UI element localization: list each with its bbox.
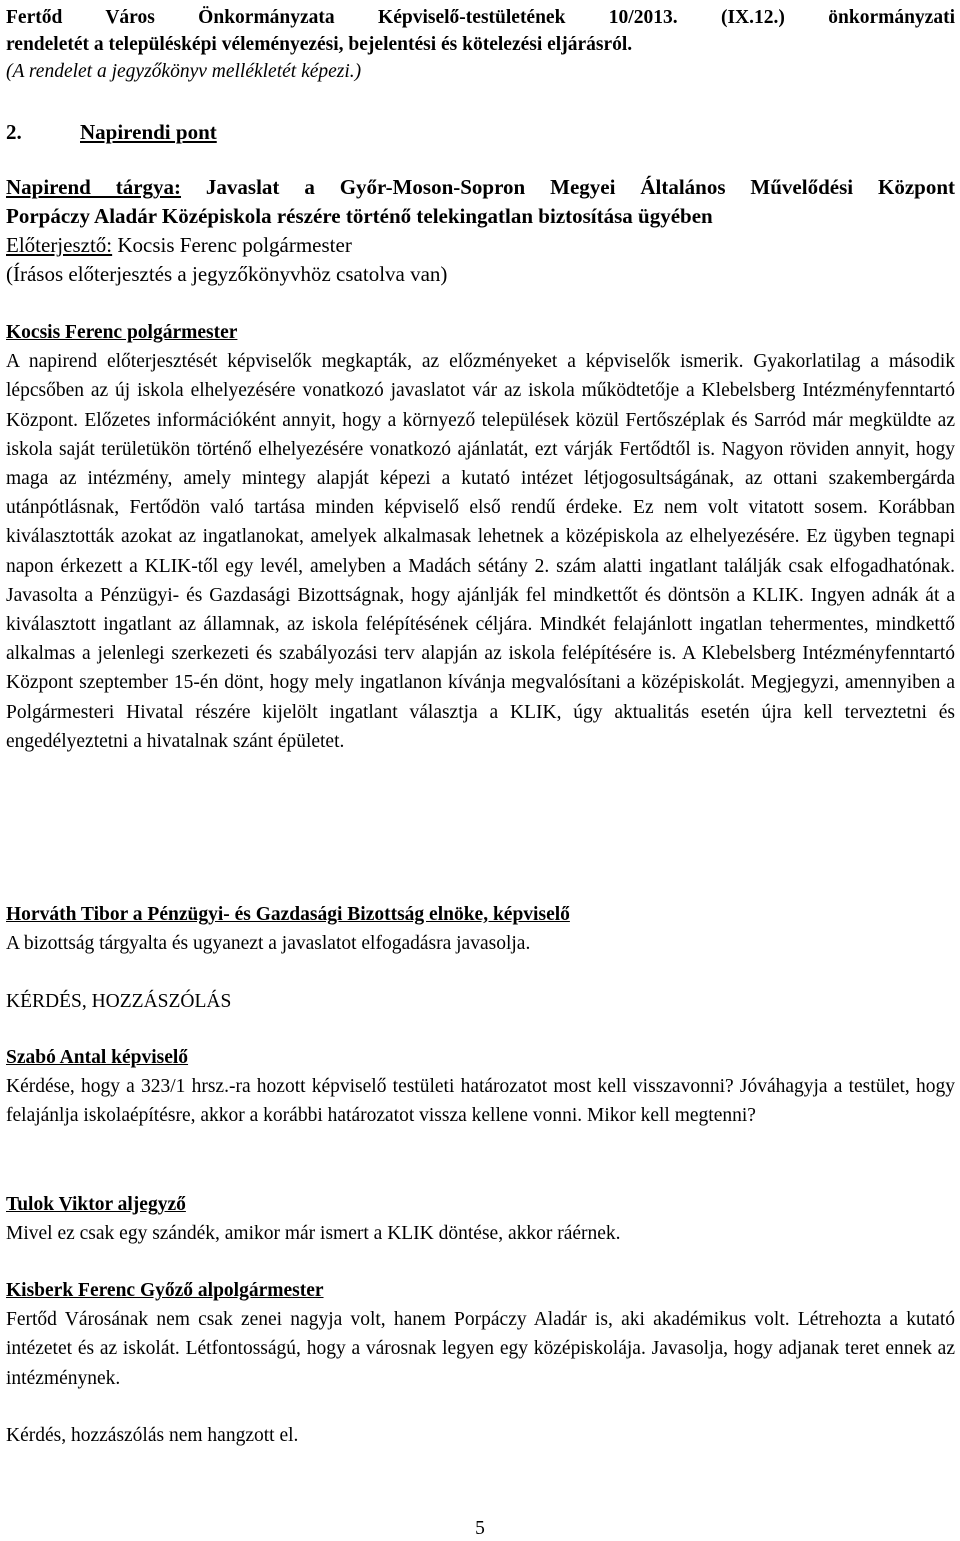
section-kocsis xyxy=(6,318,955,756)
section-tulok xyxy=(6,1190,955,1248)
closing-text: Kérdés, hozzászólás nem hangzott el. xyxy=(6,1425,299,1446)
topic-line-1 xyxy=(6,173,955,202)
document-header xyxy=(6,4,955,85)
section-questions xyxy=(6,987,955,1016)
section-szabo xyxy=(6,1043,955,1131)
topic-text-1: Javaslat a Győr-Moson-Sopron Megyei Általános Művelődési Központ xyxy=(181,175,955,199)
speaker-kocsis: Kocsis Ferenc polgármester xyxy=(6,322,238,343)
section-horvath xyxy=(6,900,955,958)
presenter-line xyxy=(6,231,955,260)
presenter-label: Előterjesztő: xyxy=(6,233,113,257)
presenter-note: (Írásos előterjesztés a jegyzőkönyvhöz csatolva van) xyxy=(6,262,448,286)
agenda-title: Napirendi pont xyxy=(80,120,217,144)
speaker-kisberk: Kisberk Ferenc Győző alpolgármester xyxy=(6,1280,324,1301)
agenda-number: 2. xyxy=(6,120,22,144)
kocsis-text: A napirend előterjesztését képviselők megkapták, az előzményeket a képviselők ismerik. Gyakorlatilag a második lépcsőben az új iskola elhelyezésére vonatkozó javaslatot vár az iskola működtetője a Klebelsberg Intézményfenntartó Központ. Előzetes információként annyit, hogy a környező települések közül Fertőszéplak és Sarród már megküldte az iskola saját területükön történő elhelyezésére vonatkozó ajánlatát, ezt várják Fertődtől is. Nagyon röviden annyit, hogy maga az intézmény, amely mintegy alapját képezi a kutató intézet létjogosultságának, az ottani szakembergárda utánpótlásnak, Fertődön való tartása minden képviselő első rendű érdeke. Ez nem volt vitatott sosem. Korábban kiválasztották azokat az ingatlanokat, amelyek alkalmasak lehetnek a középiskola az elhelyezésére. Ez ügyben tegnapi napon érkezett a KLIK-től egy levél, amelyben a Madách sétány 2. szám alatti ingatlant találják csak elfogadhatónak. Javasolta a Pénzügyi- és Gazdasági Bizottságnak, hogy ajánlják fel mindkettőt és döntsön a KLIK. Ingyen adnák át a kiválasztott ingatlant az államnak, az iskola felépítésének céljára. Mindkét felajánlott ingatlan tehermentes, mindkettő alkalmas a jelenlegi szerkezeti és szabályozási terv alapján az iskola felépítésére is. A Klebelsberg Intézményfenntartó Központ szeptember 15-én dönt, hogy mely ingatlanon kívánja megvalósítani a középiskolát. Megjegyzi, amennyiben a Polgármesteri Hivatal részére kijelölt ingatlant választja a KLIK, úgy aktualitás esetén újra kell terveztetni és engedélyeztetni a hivatalnak szánt épületet. xyxy=(6,351,955,752)
topic-line-2: Porpáczy Aladár Középiskola részére történő telekingatlan biztosítása ügyében xyxy=(6,204,713,228)
header-line-1: Fertőd Város Önkormányzata Képviselő-testületének 10/2013. (IX.12.) önkormányzati xyxy=(6,7,955,28)
horvath-text: A bizottság tárgyalta és ugyanezt a javaslatot elfogadásra javasolja. xyxy=(6,933,531,955)
presenter-name: Kocsis Ferenc polgármester xyxy=(112,233,352,257)
speaker-horvath: Horváth Tibor a Pénzügyi- és Gazdasági Bizottság elnöke, képviselő xyxy=(6,904,570,925)
tulok-text: Mivel ez csak egy szándék, amikor már ismert a KLIK döntése, akkor ráérnek. xyxy=(6,1223,621,1245)
kisberk-text: Fertőd Városának nem csak zenei nagyja volt, hanem Porpáczy Aladár is, aki akadémikus volt. Létrehozta a kutató intézetet és az iskolát. Létfontosságú, hogy a városnak legyen egy középiskolája. Javasolja, hogy adjanak teret ennek az intézménynek. xyxy=(6,1309,955,1389)
questions-heading: KÉRDÉS, HOZZÁSZÓLÁS xyxy=(6,991,232,1012)
topic-label: Napirend tárgya: xyxy=(6,175,182,199)
header-line-3: (A rendelet a jegyzőkönyv mellékletét képezi.) xyxy=(6,61,362,82)
szabo-text: Kérdése, hogy a 323/1 hrsz.-ra hozott képviselő testületi határozatot most kell visszavonni? Jóváhagyja a testület, hogy felajánlja iskolaépítésre, akkor a korábbi határozatot vissza kellene vonni. Mikor kell megtenni? xyxy=(6,1076,955,1127)
section-closing xyxy=(6,1421,955,1450)
agenda-topic xyxy=(6,173,955,289)
speaker-tulok: Tulok Viktor aljegyző xyxy=(6,1194,186,1215)
speaker-szabo: Szabó Antal képviselő xyxy=(6,1047,189,1068)
header-line-2: rendeletét a településképi véleményezési, bejelentési és kötelezési eljárásról. xyxy=(6,34,633,55)
page-number: 5 xyxy=(475,1518,485,1539)
agenda-heading xyxy=(6,118,955,146)
section-kisberk xyxy=(6,1276,955,1393)
